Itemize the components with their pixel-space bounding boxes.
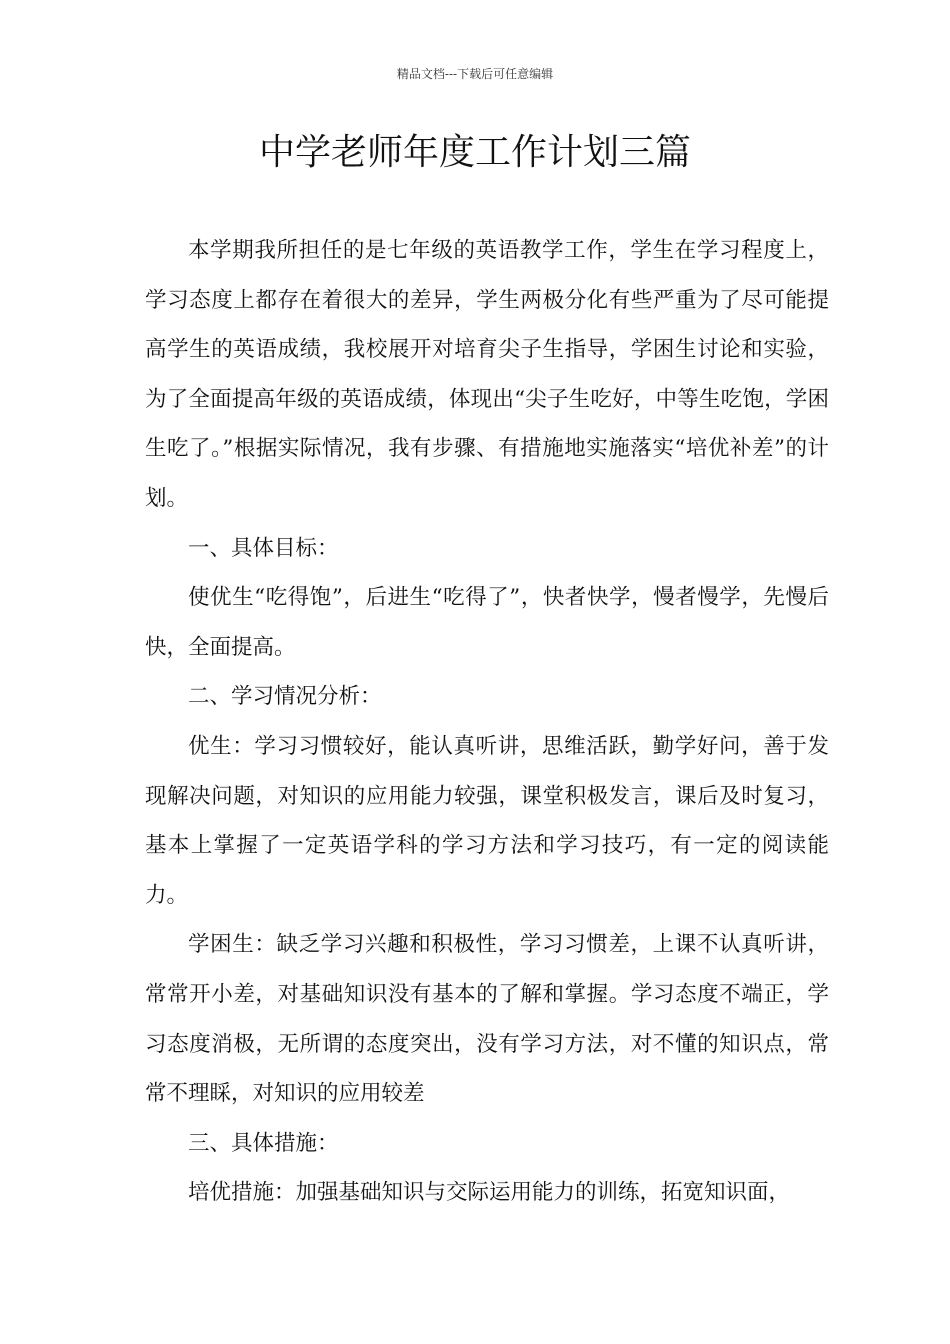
goals-paragraph: 使优生“吃得饱”，后进生“吃得了”，快者快学，慢者慢学，先慢后快，全面提高。 bbox=[145, 585, 829, 660]
header-note: 精品文档---下载后可任意编辑 bbox=[396, 67, 554, 81]
section-heading-measures: 三、具体措施： bbox=[188, 1130, 339, 1156]
top-students-paragraph: 优生：学习习惯较好，能认真听讲，思维活跃，勤学好问，善于发现解决问题，对知识的应用能力较强，课堂积极发言，课后及时复习，基本上掌握了一定英语学科的学习方法和学习技巧，有一定的阅读能力。 bbox=[145, 733, 829, 908]
intro-paragraph: 本学期我所担任的是七年级的英语教学工作，学生在学习程度上，学习态度上都存在着很大的差异，学生两极分化有些严重为了尽可能提高学生的英语成绩，我校展开对培育尖子生指导，学困生讨论和实验，为了全面提高年级的英语成绩，体现出“尖子生吃好，中等生吃饱，学困生吃了。”根据实际情况，我有步骤、有措施地实施落实“培优补差”的计划。 bbox=[145, 238, 829, 511]
document-body bbox=[145, 226, 829, 1218]
struggling-students-paragraph: 学困生：缺乏学习兴趣和积极性，学习习惯差，上课不认真听讲，常常开小差，对基础知识没有基本的了解和掌握。学习态度不端正，学习态度消极，无所谓的态度突出，没有学习方法，对不懂的知识点，常常不理睬，对知识的应用较差 bbox=[145, 932, 829, 1107]
section-heading-analysis: 二、学习情况分析： bbox=[188, 684, 382, 710]
document-title: 中学老师年度工作计划三篇 bbox=[258, 132, 691, 173]
measures-paragraph: 培优措施：加强基础知识与交际运用能力的训练，拓宽知识面， bbox=[188, 1180, 791, 1206]
section-heading-goals: 一、具体目标： bbox=[188, 535, 339, 561]
